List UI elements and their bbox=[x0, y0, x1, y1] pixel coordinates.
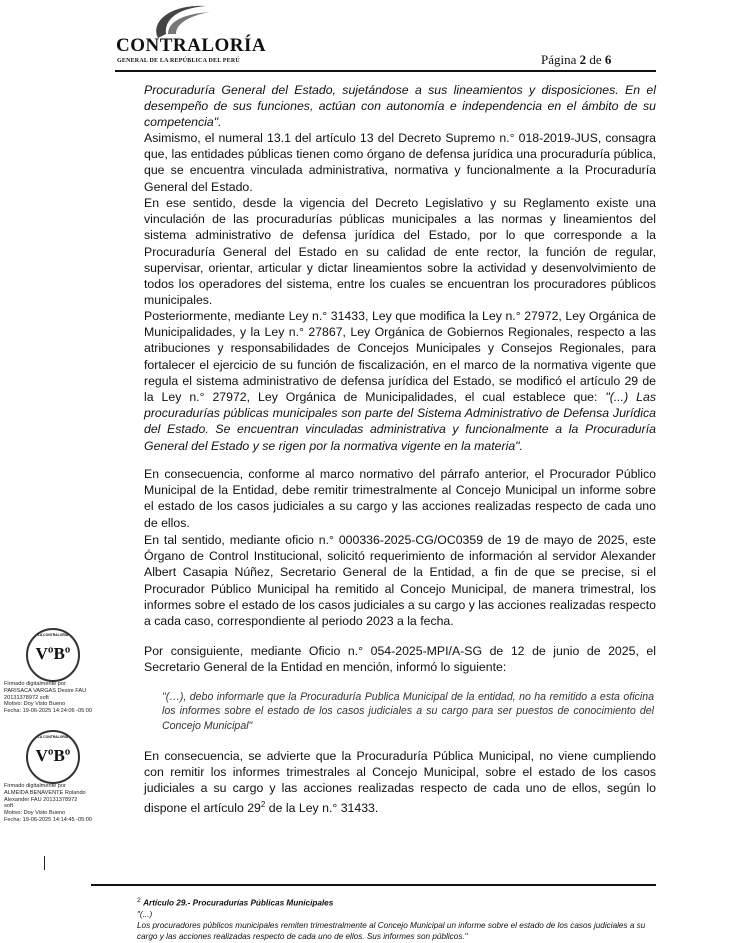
paragraph-1: Asimismo, el numeral 13.1 del artículo 13 del Decreto Supremo n.° 018-2019-JUS, consagra que, las entidades públicas tienen como órgano de defensa jurídica una procuraduría pública, que se encuentra vinculada administrativa, normativa y funcionalmente a la Procuraduría General del Estado. bbox=[144, 131, 656, 194]
stamp-line: Motivo: Doy Visto Bueno bbox=[4, 810, 66, 817]
paragraph-3-text: Posteriormente, mediante Ley n.° 31433, Ley que modifica la Ley n.° 27972, Ley Orgánica de Municipalidades, y la Ley n.° 27867, Ley Orgánica de Gobiernos Regionales, respecto a las atribuciones y responsabilidades de Concejos Municipales y Consejos Regionales, para fortalecer el ejercicio de su función de fiscalización, en el marco de la normativa vigente que regula el sistema administrativo de defensa jurídica del Estado, se modificó el artículo 29 de la Ley n.° 27972, Ley Orgánica de Municipalidades, el cual establece que: bbox=[144, 309, 656, 405]
paragraph-7 bbox=[144, 748, 656, 816]
header-rule bbox=[115, 70, 656, 72]
paragraph-7-text: En consecuencia, se advierte que la Procuraduría Pública Municipal, no viene cumpliendo con remitir los informes trimestrales al Concejo Municipal, sobre el estado de los casos judiciales a su cargo y las acciones realizadas respecto de cada uno de ellos, según lo dispone el artículo 29 bbox=[144, 749, 656, 815]
stamp-text-2 bbox=[4, 783, 144, 824]
page-total: 6 bbox=[604, 52, 612, 67]
page-number bbox=[541, 52, 611, 68]
paragraph-0: Procuraduría General del Estado, sujetándose a sus lineamientos y disposiciones. En el desempeño de sus funciones, actúan con autonomía e independencia en el ámbito de su competencia". bbox=[144, 83, 656, 130]
paragraph-3-quote: "(...) Las procuradurías públicas municipales son parte del Sistema Administrativo de Defensa Jurídica del Estado. Se encuentran vinculadas administrativa y funcionalmente a la Procuraduría General del Estado y se rigen por la normativa vigente en la materia". bbox=[144, 390, 656, 453]
footnote-title: Artículo 29.- Procuradurías Públicas Municipales bbox=[143, 898, 334, 908]
block-quote: "(…), debo informarle que la Procuraduría Publica Municipal de la entidad, no ha remitido a esta oficina los informes sobre el estado de los casos judiciales a su cargo para ser puestos de conocimiento del Concejo Municipal" bbox=[162, 691, 654, 732]
stamp-line: Firmado digitalmente por bbox=[4, 783, 66, 789]
seal-top-text: LA CONTRALORÍA bbox=[37, 735, 69, 739]
vobo-seal-icon bbox=[26, 628, 80, 682]
stamp-line: Fecha: 19-06-2025 14:24:06 -05:00 bbox=[4, 708, 93, 715]
stamp-line: Fecha: 19-06-2025 14:14:45 -05:00 bbox=[4, 816, 93, 823]
paragraph-6: Por consiguiente, mediante Oficio n.° 054-2025-MPI/A-SG de 12 de junio de 2025, el Secretario General de la Entidad en mención, informó lo siguiente: bbox=[144, 644, 656, 675]
text-cursor bbox=[44, 856, 45, 870]
seal-label: VºBº bbox=[35, 746, 71, 765]
footnote-number: 2 bbox=[137, 897, 141, 904]
footnote-ref[interactable]: 2 bbox=[260, 799, 266, 809]
seal-top-text: LA CONTRALORÍA bbox=[37, 633, 69, 637]
page-sep: de bbox=[586, 52, 605, 67]
stamp-line: Alexander FAU 20131378972 bbox=[4, 796, 78, 803]
footnote bbox=[137, 895, 657, 942]
stamp-line: ALMEIDA BENAVENTE Rolando bbox=[4, 789, 86, 796]
footnote-ellipsis: "(...) bbox=[137, 909, 153, 919]
stamp-line: Motivo: Doy Visto Bueno bbox=[4, 701, 66, 708]
stamp-line: soft bbox=[4, 803, 14, 810]
paragraph-3 bbox=[144, 308, 656, 454]
paragraph-4: En consecuencia, conforme al marco normativo del párrafo anterior, el Procurador Público Municipal de la Entidad, debe remitir trimestralmente al Concejo Municipal un informe sobre el estado de los casos judiciales a su cargo y las acciones realizadas respecto de cada uno de ellos. bbox=[144, 467, 656, 530]
stamp-line: PARISACA VARGAS Desire FAU bbox=[4, 687, 87, 694]
org-subtitle: GENERAL DE LA REPÚBLICA DEL PERÚ bbox=[117, 58, 240, 64]
footnote-rule bbox=[91, 884, 656, 886]
contraloria-logo-icon bbox=[140, 0, 220, 40]
paragraph-7-end: de la Ley n.° 31433. bbox=[265, 800, 379, 815]
paragraph-2: En ese sentido, desde la vigencia del Decreto Legislativo y su Reglamento existe una vinculación de las procuradurías públicas municipales a las normas y lineamientos del sistema administrativo de defensa jurídica del Estado, por lo que corresponde a la Procuraduría General del Estado en su calidad de ente rector, la función de regular, supervisar, orientar, articular y dictar lineamientos sobre la actividad y desenvolvimiento de todos los operadores del sistema, entre los cuales se encuentran los procuradores públicos municipales. bbox=[144, 196, 656, 308]
seal-label: VºBº bbox=[35, 644, 71, 663]
vobo-seal-icon bbox=[26, 730, 80, 784]
footnote-title-line bbox=[137, 895, 657, 909]
paragraph-5: En tal sentido, mediante oficio n.° 000336-2025-CG/OC0359 de 19 de mayo de 2025, este Órgano de Control Institucional, solicitó requerimiento de información al servidor Alexander Albert Casapia Núñez, Secretario General de la Entidad, a fin de que se precise, si el Procurador Público Municipal ha remitido al Concejo Municipal, de manera trimestral, los informes sobre el estado de los casos judiciales a su cargo y las acciones realizadas respecto a cada caso, correspondiente al periodo 2023 a la fecha. bbox=[144, 533, 656, 629]
stamp-line: 20131378972 soft bbox=[4, 694, 49, 701]
footnote-text: Los procuradores públicos municipales remiten trimestralmente al Concejo Municipal un informe sobre el estado de los casos judiciales a su cargo y las acciones realizadas respecto de cada uno de ellos. Sus informes son públicos." bbox=[137, 920, 646, 941]
page-current: 2 bbox=[579, 52, 587, 67]
stamp-text-1 bbox=[4, 681, 144, 715]
page-prefix: Página bbox=[541, 52, 580, 67]
org-name: CONTRALORÍA bbox=[116, 35, 267, 56]
stamp-line: Firmado digitalmente por bbox=[4, 681, 66, 687]
